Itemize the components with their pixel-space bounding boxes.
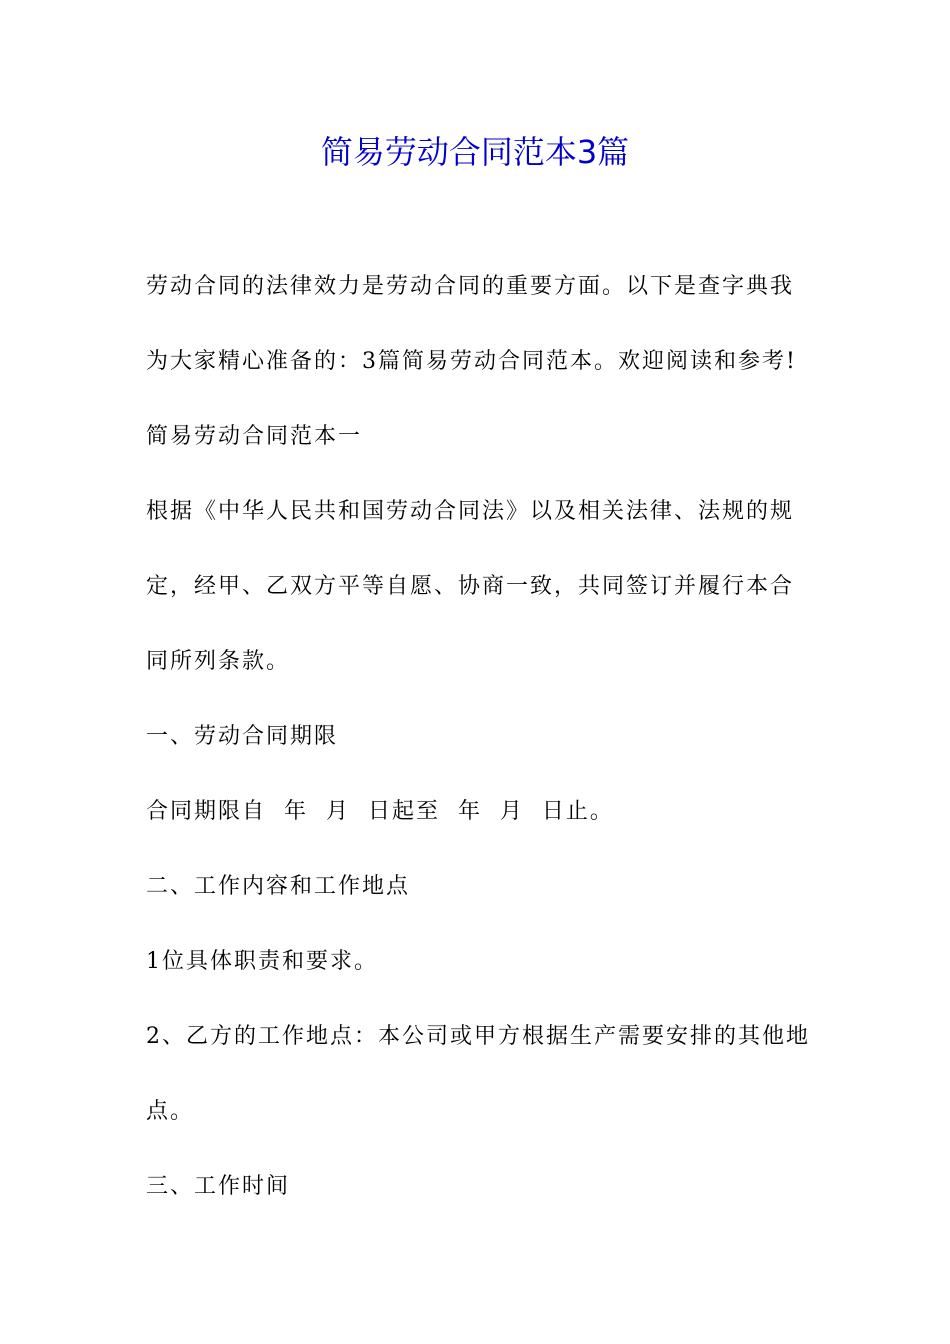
paragraph-line: 根据《中华人民共和国劳动合同法》以及相关法律、法规的规: [146, 499, 795, 524]
clause-heading: 三、工作时间: [146, 1174, 291, 1199]
section-heading: 简易劳动合同范本一: [146, 424, 363, 449]
clause-heading: 一、劳动合同期限: [146, 724, 339, 749]
paragraph-line: 2、乙方的工作地点：本公司或甲方根据生产需要安排的其他地: [146, 1024, 810, 1049]
clause-heading: 二、工作内容和工作地点: [146, 874, 411, 899]
paragraph-line: 定，经甲、乙双方平等自愿、协商一致，共同签订并履行本合: [146, 574, 795, 599]
paragraph-line: 1位具体职责和要求。: [146, 949, 378, 974]
paragraph-line: 劳动合同的法律效力是劳动合同的重要方面。以下是查字典我: [146, 274, 795, 299]
document-body: [146, 262, 808, 1237]
paragraph-line: 点。: [146, 1099, 195, 1124]
paragraph-line: 合同期限自 年 月 日起至 年 月 日止。: [146, 799, 614, 824]
paragraph-line: 同所列条款。: [146, 649, 291, 674]
paragraph-line: 为大家精心准备的：3篇简易劳动合同范本。欢迎阅读和参考!: [146, 349, 797, 374]
document-title: 简易劳动合同范本3篇: [320, 133, 630, 171]
